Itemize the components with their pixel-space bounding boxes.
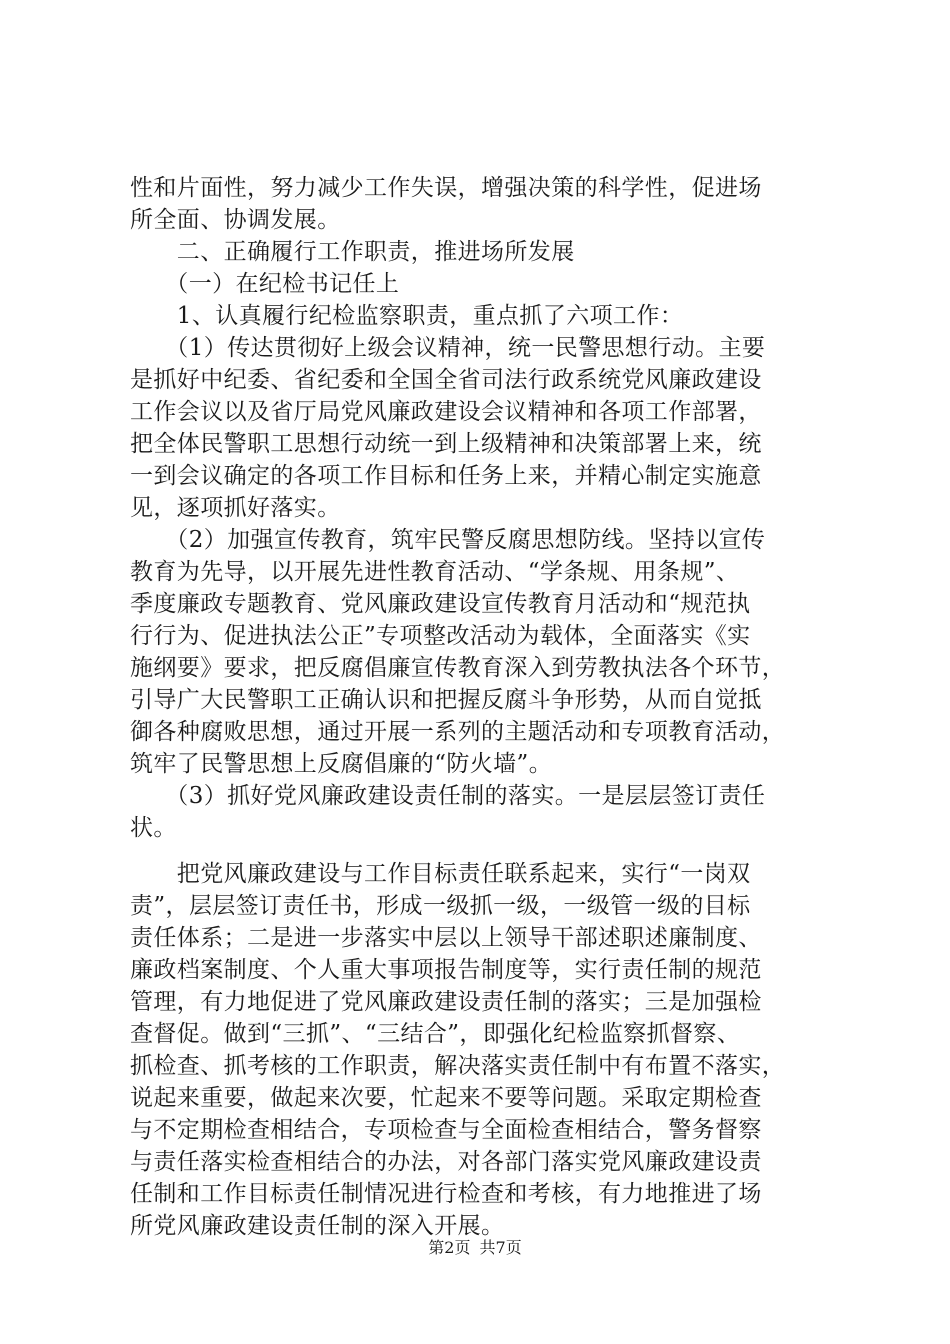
text-line: 性和片面性，努力减少工作失误，增强决策的科学性，促进场 bbox=[130, 175, 762, 201]
text-line: 廉政档案制度、个人重大事项报告制度等，实行责任制的规范 bbox=[130, 957, 762, 983]
text-line: 一到会议确定的各项工作目标和任务上来，并精心制定实施意 bbox=[130, 463, 762, 489]
page-number: 第2页 bbox=[428, 1238, 471, 1257]
text-line: 季度廉政专题教育、党风廉政建设宣传教育月活动和“规范执 bbox=[130, 591, 751, 617]
page-footer bbox=[0, 1238, 950, 1258]
text-line: 把党风廉政建设与工作目标责任联系起来，实行“一岗双 bbox=[130, 861, 751, 887]
text-line: 把全体民警职工思想行动统一到上级精神和决策部署上来，统 bbox=[130, 431, 762, 457]
text-line: 所党风廉政建设责任制的深入开展。 bbox=[130, 1213, 505, 1239]
text-line: 抓检查、抓考核的工作职责，解决落实责任制中有布置不落实， bbox=[130, 1053, 786, 1079]
text-line: 是抓好中纪委、省纪委和全国全省司法行政系统党风廉政建设 bbox=[130, 367, 762, 393]
text-line: 见，逐项抓好落实。 bbox=[130, 495, 341, 521]
paragraph-block-2 bbox=[130, 858, 830, 1242]
text-line: 引导广大民警职工正确认识和把握反腐斗争形势，从而自觉抵 bbox=[130, 687, 762, 713]
text-line: （3）抓好党风廉政建设责任制的落实。一是层层签订责任 bbox=[130, 783, 766, 809]
text-line: 责”，层层签订责任书，形成一级抓一级，一级管一级的目标 bbox=[130, 893, 751, 919]
text-line: 状。 bbox=[130, 815, 177, 841]
text-line: 说起来重要，做起来次要，忙起来不要等问题。采取定期检查 bbox=[130, 1085, 762, 1111]
text-line: 筑牢了民警思想上反腐倡廉的“防火墙”。 bbox=[130, 751, 553, 777]
text-line: 任制和工作目标责任制情况进行检查和考核，有力地推进了场 bbox=[130, 1181, 762, 1207]
text-line: （一）在纪检书记任上 bbox=[130, 271, 400, 297]
text-line: 施纲要》要求，把反腐倡廉宣传教育深入到劳教执法各个环节， bbox=[130, 655, 786, 681]
text-line: 所全面、协调发展。 bbox=[130, 207, 341, 233]
document-body bbox=[130, 172, 830, 1242]
text-line: （1）传达贯彻好上级会议精神，统一民警思想行动。主要 bbox=[130, 335, 766, 361]
text-line: 御各种腐败思想，通过开展一系列的主题活动和专项教育活动， bbox=[130, 719, 786, 745]
text-line: （2）加强宣传教育，筑牢民警反腐思想防线。坚持以宣传 bbox=[130, 527, 766, 553]
text-line: 责任体系；二是进一步落实中层以上领导干部述职述廉制度、 bbox=[130, 925, 762, 951]
text-line: 工作会议以及省厅局党风廉政建设会议精神和各项工作部署， bbox=[130, 399, 762, 425]
text-line: 二、正确履行工作职责，推进场所发展 bbox=[130, 239, 575, 265]
paragraph-block-1 bbox=[130, 172, 830, 844]
text-line: 与责任落实检查相结合的办法，对各部门落实党风廉政建设责 bbox=[130, 1149, 762, 1175]
text-line: 与不定期检查相结合，专项检查与全面检查相结合，警务督察 bbox=[130, 1117, 762, 1143]
paragraph-gap bbox=[130, 844, 830, 858]
page-total: 共7页 bbox=[479, 1238, 522, 1257]
text-line: 行行为、促进执法公正”专项整改活动为载体，全面落实《实 bbox=[130, 623, 751, 649]
text-line: 管理，有力地促进了党风廉政建设责任制的落实；三是加强检 bbox=[130, 989, 762, 1015]
text-line: 1、认真履行纪检监察职责，重点抓了六项工作： bbox=[130, 303, 684, 329]
text-line: 查督促。做到“三抓”、“三结合”，即强化纪检监察抓督察、 bbox=[130, 1021, 741, 1047]
text-line: 教育为先导，以开展先进性教育活动、“学条规、用条规”、 bbox=[130, 559, 740, 585]
